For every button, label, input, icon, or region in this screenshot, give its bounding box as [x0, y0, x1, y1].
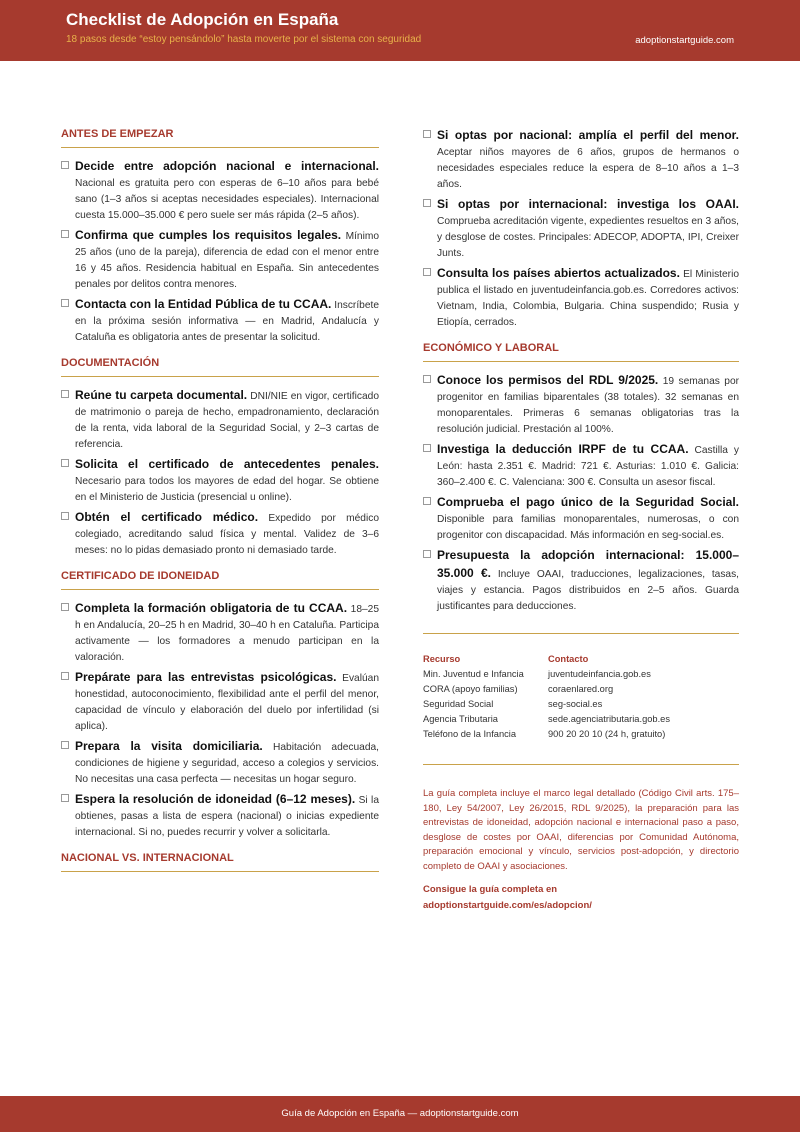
checkbox-icon[interactable]: [423, 268, 431, 276]
checklist-item-title: Si optas por internacional: investiga los OAAI.: [437, 197, 739, 211]
checklist-item-desc: Castilla y León: hasta 2.351 €. Madrid: 721 €. Asturias: 1.010 €. Galicia: 360–2.400 €. C. Valenciana: 300 €. Consulta un asesor fiscal.: [437, 445, 739, 488]
checkbox-icon[interactable]: [61, 603, 69, 611]
checklist-item-title: Prepara la visita domiciliaria.: [75, 739, 263, 753]
guide-cta-link[interactable]: adoptionstartguide.com/es/adopcion/: [423, 900, 592, 911]
resource-name: Min. Juventud e Infancia: [423, 669, 524, 679]
checklist-item: [423, 547, 739, 615]
checkbox-icon[interactable]: [61, 794, 69, 802]
checklist-item: [61, 669, 379, 735]
resource-name: Agencia Tributaria: [423, 714, 498, 724]
checklist-item-desc: Evalúan honestidad, autoconocimiento, flexibilidad ante el perfil del menor, capacidad de vínculo y elaboración del duelo por infertilidad (si aplica).: [75, 673, 379, 732]
checklist-item: [423, 494, 739, 544]
checklist-item-title: Si optas por nacional: amplía el perfil del menor.: [437, 128, 739, 142]
checklist-item: [61, 296, 379, 346]
resources-header-resource: Recurso: [423, 654, 461, 664]
checklist-item-title: Presupuesta la adopción internacional: 15.000–35.000 €.: [437, 548, 739, 580]
checklist-item-desc: Necesario para todos los mayores de edad del hogar. Se obtiene en el Ministerio de Justicia (presencial u online).: [75, 476, 379, 503]
checklist-item-desc: Aceptar niños mayores de 6 años, grupos de hermanos o necesidades especiales reduce la espera de 8–10 años a 1–3 años.: [437, 147, 739, 190]
section-heading: ECONÓMICO Y LABORAL: [423, 342, 739, 362]
right-top-items: [423, 127, 739, 331]
checkbox-icon[interactable]: [423, 444, 431, 452]
checklist-item-desc: Incluye OAAI, traducciones, legalizaciones, tasas, viajes y estancia. Pagos distribuidos en 2–5 años. Guarda justificantes para deducciones.: [437, 569, 740, 612]
checkbox-icon[interactable]: [61, 161, 69, 169]
checkbox-icon[interactable]: [423, 199, 431, 207]
section-heading: DOCUMENTACIÓN: [61, 357, 379, 377]
resource-contact[interactable]: coraenlared.org: [548, 684, 614, 694]
checkbox-icon[interactable]: [61, 672, 69, 680]
checklist-item-desc: Comprueba acreditación vigente, expedientes resueltos en 3 años, y desglose de costes. Principales: ADECOP, ADOPTA, IPI, Creixer Junts.: [437, 216, 739, 259]
checklist-item-desc: Si la obtienes, pasas a lista de espera (nacional) o inicias expediente internacional. Si no, puedes recurrir y volver a solicitarla.: [75, 795, 379, 838]
economic-section: [423, 342, 739, 615]
page-title: Checklist de Adopción en España: [66, 10, 339, 29]
checklist-item: [61, 456, 379, 506]
checkbox-icon[interactable]: [61, 459, 69, 467]
resource-contact[interactable]: juventudeinfancia.gob.es: [548, 669, 651, 679]
resource-name: CORA (apoyo familias): [423, 684, 518, 694]
checklist-item: [423, 196, 739, 262]
checkbox-icon[interactable]: [61, 299, 69, 307]
checklist-item-title: Investiga la deducción IRPF de tu CCAA.: [437, 442, 689, 456]
checklist-item-title: Confirma que cumples los requisitos legales.: [75, 228, 342, 242]
checkbox-icon[interactable]: [423, 130, 431, 138]
guide-promo-text: La guía completa incluye el marco legal detallado (Código Civil arts. 175–180, Ley 54/2007, Ley 26/2015, RDL 9/2025), la preparación para las entrevistas de idoneidad, adopción nacional e internacional paso a paso, desglose de costes por OAAI, diferencias por Comunidad Autónoma, preparación emocional y vínculo, servicios post-adopción, y directorio completo de OAAI y asociaciones.: [423, 788, 739, 872]
checklist-item: [61, 387, 379, 453]
checkbox-icon[interactable]: [61, 390, 69, 398]
resource-contact[interactable]: 900 20 20 10 (24 h, gratuito): [548, 729, 666, 739]
checklist-item-title: Solicita el certificado de antecedentes penales.: [75, 457, 379, 471]
checklist-item: [423, 441, 739, 491]
resource-contact[interactable]: seg-social.es: [548, 699, 603, 709]
checklist-item: [61, 600, 379, 666]
checklist-item: [61, 509, 379, 559]
checklist-item-desc: El Ministerio publica el listado en juventudeinfancia.gob.es. Corredores activos: Vietnam, India, Colombia, Bulgaria. China suspendido; Rusia y Etiopía, cerrados.: [437, 269, 739, 328]
checklist-item: [61, 791, 379, 841]
checklist-item-desc: Nacional es gratuita pero con esperas de 6–10 años para bebé sano (1–3 años si aceptas necesidades especiales). Internacional cuesta 15.000–35.000 € pero suele ser más rápida (2–5 años).: [75, 178, 379, 221]
page-footer: Guía de Adopción en España — adoptionstartguide.com: [0, 1096, 800, 1132]
resource-name: Teléfono de la Infancia: [423, 729, 517, 739]
checklist-item-title: Reúne tu carpeta documental.: [75, 388, 248, 402]
checklist-item-desc: Expedido por médico colegiado, acreditando salud física y mental. Validez de 3–6 meses: no lo pidas demasiado pronto ni demasiado tarde.: [75, 513, 379, 556]
page-header: [0, 0, 800, 61]
checklist-item-title: Completa la formación obligatoria de tu CCAA.: [75, 601, 348, 615]
checklist-item-desc: Mínimo 25 años (uno de la pareja), diferencia de edad con el menor entre 16 y 45 años. Residencia habitual en España. Sin antecedentes penales por delitos contra menores.: [75, 231, 379, 290]
left-column: [61, 128, 379, 882]
checklist-item-desc: DNI/NIE en vigor, certificado de matrimonio o pareja de hecho, empadronamiento, declaración de la renta, vida laboral de la Seguridad Social, y 2–3 cartas de referencia.: [75, 391, 379, 450]
guide-cta[interactable]: [423, 882, 739, 914]
section-heading: NACIONAL VS. INTERNACIONAL: [61, 852, 379, 872]
checklist-item-title: Contacta con la Entidad Pública de tu CCAA.: [75, 297, 332, 311]
checklist-item-desc: Habitación adecuada, condiciones de higiene y seguridad, acceso a colegios y servicios. No necesitas una casa perfecta — necesitas un hogar seguro.: [75, 742, 379, 785]
guide-cta-line1: Consigue la guía completa en: [423, 884, 558, 895]
checklist-item: [61, 158, 379, 224]
checklist-item-title: Obtén el certificado médico.: [75, 510, 259, 524]
checklist-item-title: Consulta los países abiertos actualizados.: [437, 266, 680, 280]
resources-header-contact: Contacto: [548, 654, 589, 664]
checklist-item-desc: 18–25 h en Andalucía, 20–25 h en Madrid, 30–40 h en Cataluña. Participa activamente — los formadores a menudo participan en la valoración.: [75, 604, 380, 663]
checklist-item-title: Comprueba el pago único de la Seguridad Social.: [437, 495, 739, 509]
checkbox-icon[interactable]: [423, 497, 431, 505]
resource-name: Seguridad Social: [423, 699, 494, 709]
checklist-item-desc: Disponible para familias monoparentales, numerosas, o con progenitor con discapacidad. Más información en seg-social.es.: [437, 514, 739, 541]
resource-contact[interactable]: sede.agenciatributaria.gob.es: [548, 714, 670, 724]
checklist-item: [423, 265, 739, 331]
checkbox-icon[interactable]: [61, 512, 69, 520]
checkbox-icon[interactable]: [61, 741, 69, 749]
divider: [423, 633, 739, 634]
header-site-link[interactable]: adoptionstartguide.com: [635, 35, 734, 46]
divider: [423, 764, 739, 765]
checklist-item: [423, 127, 739, 193]
resources-table: [423, 652, 739, 742]
checkbox-icon[interactable]: [423, 550, 431, 558]
page-subtitle: 18 pasos desde “estoy pensándolo” hasta moverte por el sistema con seguridad: [66, 34, 422, 45]
section-heading: ANTES DE EMPEZAR: [61, 128, 379, 148]
checklist-item-desc: Inscríbete en la próxima sesión informativa — en Madrid, Andalucía y Cataluña es obligatoria antes de presentar la solicitud.: [75, 300, 379, 343]
checklist-item-title: Espera la resolución de idoneidad (6–12 meses).: [75, 792, 356, 806]
checklist-item-title: Conoce los permisos del RDL 9/2025.: [437, 373, 659, 387]
checklist-item-title: Decide entre adopción nacional e internacional.: [75, 159, 379, 173]
checkbox-icon[interactable]: [61, 230, 69, 238]
section-heading: CERTIFICADO DE IDONEIDAD: [61, 570, 379, 590]
checklist-item-desc: 19 semanas por progenitor en familias biparentales (38 totales). 32 semanas en monoparentales. Primeras 6 semanas obligatorias tras la resolución judicial. Prestación al 100%.: [437, 376, 739, 435]
checkbox-icon[interactable]: [423, 375, 431, 383]
checklist-item-title: Prepárate para las entrevistas psicológicas.: [75, 670, 337, 684]
checklist-item: [423, 372, 739, 438]
right-column: [423, 127, 739, 914]
checklist-item: [61, 738, 379, 788]
checklist-item: [61, 227, 379, 293]
